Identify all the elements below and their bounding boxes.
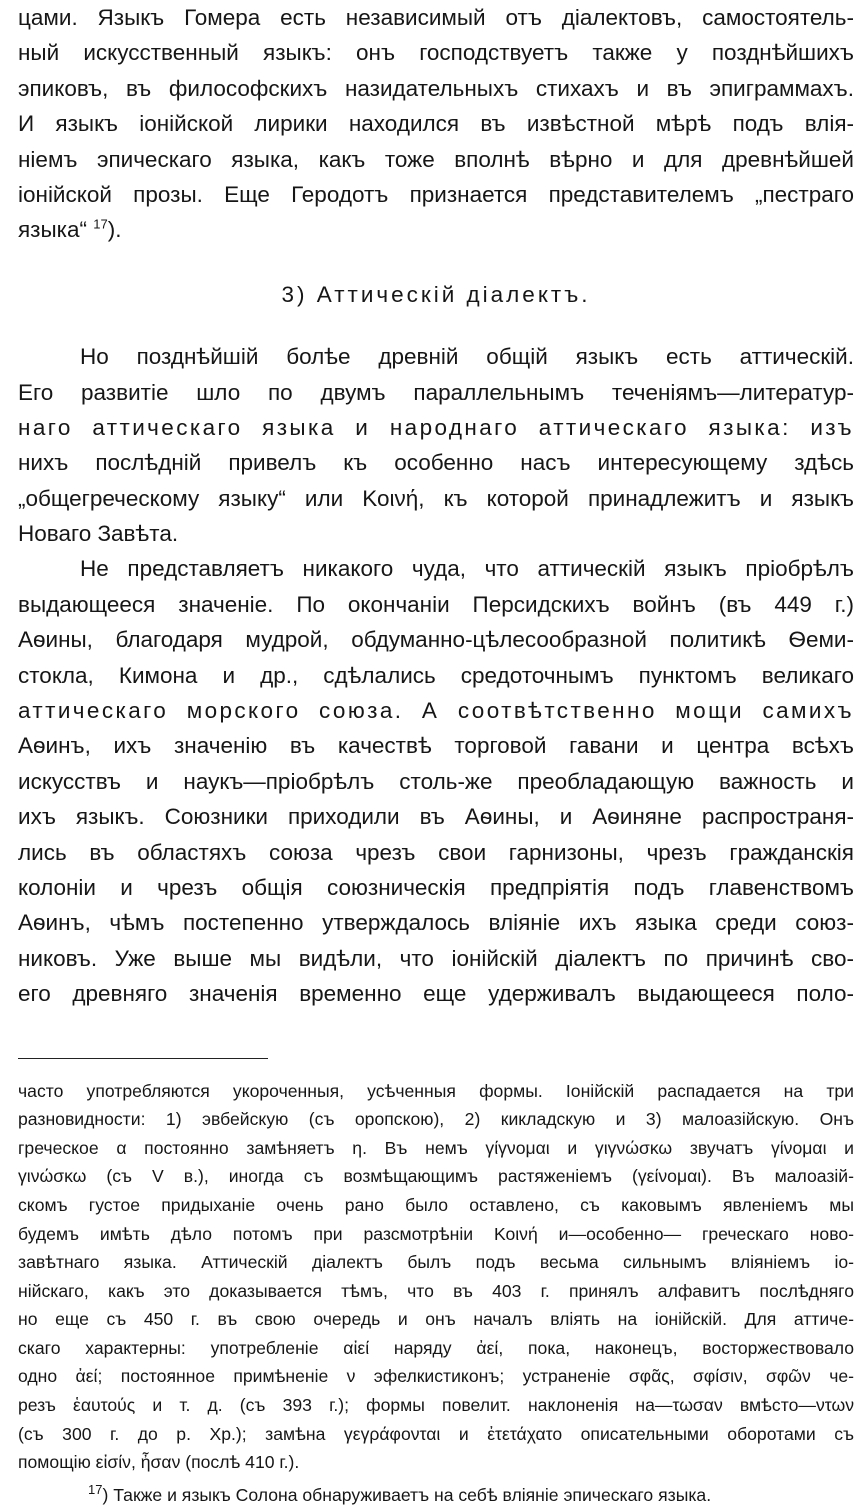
paragraph-attic-intro bbox=[18, 339, 854, 551]
text-line: нихъ послѣдній привелъ къ особенно насъ интересующему здѣсь bbox=[18, 450, 854, 476]
text-line: никовъ. Уже выше мы видѣли, что іонійскій діалектъ по причинѣ сво- bbox=[18, 945, 854, 971]
text-line: И языкъ іонійской лирики находился въ извѣстной мѣрѣ подъ влія- bbox=[18, 111, 854, 137]
footnote-line: помощію εἰσίν, ἦσαν (послѣ 410 г.). bbox=[18, 1452, 300, 1473]
text-fragment: ). bbox=[107, 217, 122, 243]
text-line: Но позднѣйшій болѣе древній общій языкъ есть аттическій. bbox=[80, 344, 854, 370]
text-line: стокла, Кимона и др., сдѣлались средоточнымъ пунктомъ великаго bbox=[18, 662, 854, 688]
text-line: цами. Языкъ Гомера есть независимый отъ діалектовъ, самостоятель- bbox=[18, 5, 854, 30]
footnote-line: скаго характерны: употребленіе αἰεί наряду ἀεί, пока, наконецъ, восторжествовало bbox=[18, 1337, 854, 1358]
text-line: Его развитіе шло по двумъ параллельнымъ теченіямъ—литератур- bbox=[18, 379, 854, 405]
text-line: искусствъ и наукъ—пріобрѣлъ столь-же преобладающую важность и bbox=[18, 768, 854, 794]
text-line: Аѳины, благодаря мудрой, обдуманно-цѣлесообразной политикѣ Ѳеми- bbox=[18, 627, 854, 653]
text-line: колоніи и чрезъ общія союзническія предпріятія подъ главенствомъ bbox=[18, 874, 854, 900]
footnote-line: γινώσκω (съ V в.), иногда съ возмѣщающимъ растяженіемъ (γείνομαι). Въ малоазій- bbox=[18, 1166, 854, 1187]
book-page bbox=[18, 0, 854, 1509]
text-line: „общегреческому языку“ или Κοινή, къ которой принадлежитъ и языкъ bbox=[18, 485, 854, 511]
footnote-17 bbox=[18, 1481, 854, 1509]
text-line: выдающееся значеніе. По окончаніи Персидскихъ войнъ (въ 449 г.) bbox=[18, 591, 854, 617]
text-line bbox=[18, 212, 854, 247]
footnote-line: завѣтнаго языка. Аттическій діалектъ былъ подъ весьма сильнымъ вліяніемъ іо- bbox=[18, 1252, 854, 1273]
footnote-text: ) Также и языкъ Солона обнаруживаетъ на себѣ вліяніе эпическаго языка. bbox=[102, 1484, 712, 1505]
text-line: Новаго Завѣта. bbox=[18, 521, 179, 547]
footnotes bbox=[18, 1077, 854, 1509]
footnote-line: (съ 300 г. до р. Хр.); замѣна γεγράφονται и ἐτετάχατο описательными оборотами съ bbox=[18, 1423, 854, 1444]
footnote-divider bbox=[18, 1058, 268, 1061]
text-line: эпиковъ, въ философскихъ назидательныхъ стихахъ и въ эпиграммахъ. bbox=[18, 75, 854, 101]
footnote-line: греческое α постоянно замѣняетъ η. Въ немъ γίγνομαι и γιγνώσκω звучатъ γίνομαι и bbox=[18, 1137, 854, 1158]
footnote-line: скомъ густое придыханіе очень рано было оставлено, съ каковымъ явленіемъ мы bbox=[18, 1194, 854, 1215]
continued-paragraph bbox=[18, 0, 854, 248]
footnote-line: разновидности: 1) эвбейскую (съ оропскою), 2) кикладскую и 3) малоазійскую. Онъ bbox=[18, 1109, 854, 1130]
footnote-ref-17: 17 bbox=[93, 216, 108, 232]
text-line: Не представляетъ никакого чуда, что аттическій языкъ пріобрѣлъ bbox=[80, 556, 854, 582]
text-line: Аѳинъ, чѣмъ постепенно утверждалось вліяніе ихъ языка среди союз- bbox=[18, 910, 854, 936]
text-line: ный искусственный языкъ: онъ господствуетъ также у позднѣйшихъ bbox=[18, 40, 854, 66]
paragraph-athens bbox=[18, 551, 854, 1011]
text-line: наго аттическаго языка и народнаго аттическаго языка: изъ bbox=[18, 414, 854, 440]
footnote-number: 17 bbox=[88, 1482, 103, 1497]
text-line: лись въ областяхъ союза чрезъ свои гарнизоны, чрезъ гражданскія bbox=[18, 839, 854, 865]
footnote-line: нійскаго, какъ это доказывается тѣмъ, что въ 403 г. принялъ алфавитъ послѣдняго bbox=[18, 1280, 854, 1301]
text-line: іонійской прозы. Еще Геродотъ признается представителемъ „пестраго bbox=[18, 181, 854, 207]
footnote-line: резъ ἑαυτούς и т. д. (съ 393 г.); формы повелит. наклоненія на—τωσαν вмѣсто—ντων bbox=[18, 1395, 854, 1416]
footnote-line: но еще съ 450 г. въ свою очередь и онъ началъ вліять на іонійскій. Для аттиче- bbox=[18, 1309, 854, 1330]
section-heading: 3) Аттическій діалектъ. bbox=[281, 281, 591, 307]
text-line: ихъ языкъ. Союзники приходили въ Аѳины, и Аѳиняне распространя- bbox=[18, 804, 854, 830]
footnote-line: часто употребляются укороченныя, усѣченныя формы. Іонійскій распадается на три bbox=[18, 1080, 854, 1101]
text-fragment: языка“ bbox=[18, 217, 88, 243]
text-line: аттическаго морского союза. А соотвѣтственно мощи самихъ bbox=[18, 698, 854, 724]
footnote-line: одно ἀεί; постоянное примѣненіе ν эфелкистиконъ; устраненіе σφᾶς, σφίσιν, σφῶν че- bbox=[18, 1366, 854, 1387]
text-line: ніемъ эпическаго языка, какъ тоже вполнѣ вѣрно и для древнѣйшей bbox=[18, 146, 854, 172]
footnote-line: будемъ имѣть дѣло потомъ при разсмотрѣніи Κοινή и—особенно— греческаго ново- bbox=[18, 1223, 854, 1244]
text-line: Аѳинъ, ихъ значенію въ качествѣ торговой гавани и центра всѣхъ bbox=[18, 733, 854, 759]
text-line: его древняго значенія временно еще удерживалъ выдающееся поло- bbox=[18, 981, 854, 1007]
